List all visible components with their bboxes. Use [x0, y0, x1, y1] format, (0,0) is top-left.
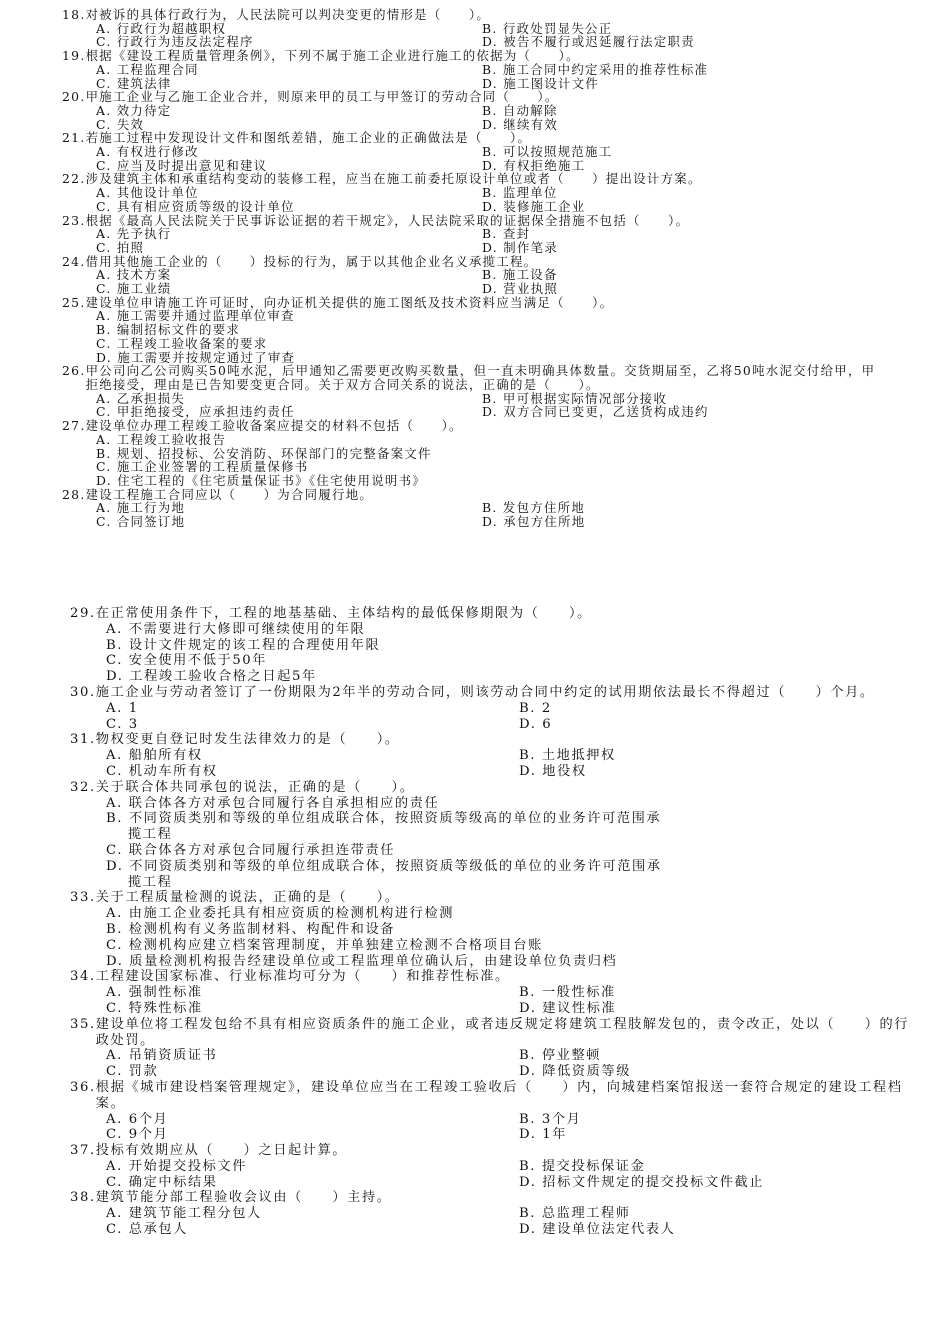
answer-option-continuation: 揽工程 — [128, 874, 173, 890]
answer-option: A. 吊销资质证书 — [106, 1048, 218, 1064]
answer-option — [62, 433, 882, 447]
answer-option: C. 失效 — [96, 117, 145, 132]
option-list — [70, 1048, 920, 1080]
question-stem — [70, 969, 920, 985]
question-text: 涉及建筑主体和承重结构变动的装修工程，应当在施工前委托原设计单位或者（ ）提出设计方案。 — [85, 171, 702, 187]
question-number: 29. — [70, 606, 96, 621]
question-stem — [70, 1143, 920, 1159]
option-list — [62, 227, 882, 254]
answer-option: B. 2 — [519, 700, 552, 716]
option-list — [62, 63, 882, 90]
question-stem — [62, 90, 882, 104]
option-list — [62, 268, 882, 295]
question-text: 关于联合体共同承包的说法，正确的是（ ）。 — [95, 779, 415, 795]
question-stem — [70, 685, 920, 701]
question-36 — [70, 1080, 920, 1143]
option-list — [62, 22, 882, 49]
answer-option: B. 总监理工程师 — [519, 1206, 631, 1222]
question-stem — [62, 364, 882, 391]
question-number: 25. — [62, 294, 86, 310]
question-stem — [70, 890, 920, 906]
question-text: 建设单位办理工程竣工验收备案应提交的材料不包括（ ）。 — [85, 418, 463, 434]
answer-option-text: C. 施工企业签署的工程质量保修书 — [96, 460, 309, 474]
answer-option-text: D. 住宅工程的《住宅质量保证书》《住宅使用说明书》 — [96, 473, 426, 488]
answer-option: B. 施工合同中约定采用的推荐性标准 — [482, 62, 709, 77]
answer-option-text: C. 安全使用不低于50年 — [106, 653, 268, 669]
answer-option-text: A. 施工需要并通过监理单位审查 — [96, 309, 295, 324]
option-list — [70, 701, 920, 733]
question-stem — [70, 732, 920, 748]
question-section-1 — [62, 8, 882, 529]
answer-option-text: B. 编制招标文件的要求 — [96, 323, 241, 337]
option-list — [62, 145, 882, 172]
answer-option: A. 建筑节能工程分包人 — [106, 1206, 262, 1222]
answer-option: A. 开始提交投标文件 — [106, 1158, 248, 1174]
question-33 — [70, 890, 920, 969]
answer-option: B. 查封 — [482, 227, 531, 241]
answer-option: B. 发包方住所地 — [482, 501, 586, 516]
answer-option: C. 特殊性标准 — [106, 1000, 203, 1016]
option-list — [70, 906, 920, 969]
question-number: 24. — [62, 253, 86, 269]
question-21 — [62, 131, 882, 172]
question-29 — [70, 606, 920, 685]
answer-option: C. 建筑法律 — [96, 76, 172, 91]
question-text: 在正常使用条件下，工程的地基基础、主体结构的最低保修期限为（ ）。 — [95, 606, 592, 621]
answer-option: C. 确定中标结果 — [106, 1174, 218, 1190]
answer-option-text: B. 规划、招投标、公安消防、环保部门的完整备案文件 — [96, 446, 432, 461]
question-stem — [62, 296, 882, 310]
answer-option — [62, 460, 882, 474]
option-list — [62, 186, 882, 213]
answer-option: D. 承包方住所地 — [482, 515, 586, 529]
question-stem — [70, 1017, 920, 1049]
option-list — [62, 309, 882, 364]
answer-option: B. 土地抵押权 — [519, 748, 616, 764]
answer-option: C. 合同签订地 — [96, 515, 186, 529]
question-24 — [62, 255, 882, 296]
answer-option: B. 一般性标准 — [519, 985, 616, 1001]
question-number: 32. — [70, 779, 96, 795]
question-text: 建设单位将工程发包给不具有相应资质条件的施工企业，或者违反规定将建筑工程肢解发包的，责令改正，处以（ ）的行政处罚。 — [95, 1016, 910, 1048]
answer-option: B. 施工设备 — [482, 268, 558, 283]
question-text: 对被诉的具体行政行为，人民法院可以判决变更的情形是（ ）。 — [85, 7, 491, 22]
question-number: 21. — [62, 130, 86, 146]
answer-option: A. 有权进行修改 — [96, 145, 199, 159]
answer-option: A. 乙承担损失 — [96, 391, 186, 406]
answer-option: A. 先予执行 — [96, 227, 172, 241]
question-text: 物权变更自登记时发生法律效力的是（ ）。 — [95, 732, 400, 748]
option-list — [70, 985, 920, 1017]
question-number: 34. — [70, 969, 96, 985]
question-text: 若施工过程中发现设计文件和图纸差错，施工企业的正确做法是（ ）。 — [85, 130, 532, 146]
question-number: 27. — [62, 418, 86, 434]
question-34 — [70, 969, 920, 1016]
answer-option: C. 罚款 — [106, 1064, 159, 1080]
question-20 — [62, 90, 882, 131]
answer-option: C. 甲拒绝接受，应承担违约责任 — [96, 405, 295, 420]
answer-option-text: A. 由施工企业委托具有相应资质的检测机构进行检测 — [106, 906, 455, 922]
question-37 — [70, 1143, 920, 1190]
answer-option — [70, 622, 920, 638]
question-19 — [62, 49, 882, 90]
answer-option: D. 装修施工企业 — [482, 199, 586, 214]
question-number: 36. — [70, 1079, 96, 1095]
question-stem — [62, 255, 882, 269]
answer-option-text: C. 联合体各方对承包合同履行承担连带责任 — [106, 842, 395, 858]
answer-option: A. 船舶所有权 — [106, 748, 203, 764]
question-38 — [70, 1190, 920, 1237]
question-number: 20. — [62, 89, 86, 105]
option-list — [70, 748, 920, 780]
question-23 — [62, 214, 882, 255]
option-list — [62, 433, 882, 488]
answer-option — [62, 337, 882, 351]
answer-option-text: B. 检测机构有义务监制材料、构配件和设备 — [106, 921, 396, 937]
question-number: 31. — [70, 732, 96, 748]
answer-option: B. 3个月 — [519, 1111, 582, 1127]
option-list — [62, 501, 882, 528]
answer-option-text: A. 不需要进行大修即可继续使用的年限 — [106, 621, 366, 637]
answer-option: A. 强制性标准 — [106, 985, 203, 1001]
answer-option: B. 自动解除 — [482, 103, 558, 118]
question-text: 工程建设国家标准、行业标准均可分为（ ）和推荐性标准。 — [95, 969, 510, 985]
answer-option: D. 营业执照 — [482, 282, 559, 296]
option-list — [70, 1206, 920, 1238]
answer-option-text: C. 工程竣工验收备案的要求 — [96, 336, 268, 351]
question-text: 根据《建设工程质量管理条例》，下列不属于施工企业进行施工的依据为（ ）。 — [85, 48, 580, 64]
answer-option — [62, 309, 882, 323]
question-stem — [70, 606, 920, 622]
answer-option-text: D. 质量检测机构报告经建设单位或工程监理单位确认后，由建设单位负责归档 — [106, 953, 618, 969]
question-35 — [70, 1017, 920, 1080]
answer-option: A. 效力待定 — [96, 103, 172, 118]
question-26 — [62, 364, 882, 419]
answer-option — [70, 653, 920, 669]
question-text: 建设工程施工合同应以（ ）为合同履行地。 — [85, 486, 374, 502]
option-list — [70, 1112, 920, 1144]
answer-option-text: D. 工程竣工验收合格之日起5年 — [106, 669, 317, 685]
answer-option: D. 继续有效 — [482, 117, 559, 132]
question-number: 18. — [62, 7, 86, 22]
answer-option: A. 行政行为超越职权 — [96, 21, 227, 36]
question-18 — [62, 8, 882, 49]
option-list — [62, 392, 882, 419]
question-stem — [62, 214, 882, 228]
answer-option — [70, 638, 920, 654]
answer-option: D. 建议性标准 — [519, 1000, 617, 1016]
answer-option-text: D. 不同资质类别和等级的单位组成联合体，按照资质等级低的单位的业务许可范围承 — [106, 858, 662, 874]
answer-option — [70, 811, 920, 843]
question-number: 35. — [70, 1016, 96, 1032]
answer-option — [70, 843, 920, 859]
answer-option: D. 降低资质等级 — [519, 1064, 632, 1080]
question-text: 建筑节能分部工程验收会议由（ ）主持。 — [95, 1190, 392, 1206]
answer-option: B. 监理单位 — [482, 186, 558, 200]
question-number: 26. — [62, 363, 86, 379]
question-section-2 — [70, 606, 920, 1238]
question-number: 33. — [70, 890, 96, 906]
question-25 — [62, 296, 882, 365]
question-text: 施工企业与劳动者签订了一份期限为2年半的劳动合同，则该劳动合同中约定的试用期依法最长不得超过（ ）个月。 — [95, 684, 875, 700]
answer-option-continuation: 揽工程 — [128, 827, 173, 843]
question-text: 关于工程质量检测的说法，正确的是（ ）。 — [95, 890, 400, 906]
answer-option — [70, 906, 920, 922]
question-text: 甲施工企业与乙施工企业合并，则原来甲的员工与甲签订的劳动合同（ ）。 — [85, 89, 559, 105]
question-27 — [62, 419, 882, 488]
answer-option: D. 被告不履行或迟延履行法定职责 — [482, 35, 695, 50]
answer-option: B. 可以按照规范施工 — [482, 145, 613, 159]
answer-option-text: A. 工程竣工验收报告 — [96, 432, 227, 447]
answer-option: C. 机动车所有权 — [106, 763, 218, 779]
question-number: 30. — [70, 684, 96, 700]
question-number: 37. — [70, 1143, 96, 1159]
answer-option: C. 拍照 — [96, 240, 145, 255]
answer-option: D. 招标文件规定的提交投标文件截止 — [519, 1174, 765, 1190]
answer-option: C. 行政行为违反法定程序 — [96, 35, 254, 50]
question-stem — [70, 1080, 920, 1112]
answer-option: C. 具有相应资质等级的设计单位 — [96, 199, 295, 214]
answer-option: B. 行政处罚显失公正 — [482, 21, 613, 36]
answer-option — [62, 447, 882, 461]
answer-option: D. 建设单位法定代表人 — [519, 1222, 676, 1238]
question-32 — [70, 780, 920, 891]
answer-option — [70, 669, 920, 685]
question-text: 根据《最高人民法院关于民事诉讼证据的若干规定》，人民法院采取的证据保全措施不包括（ ）。 — [85, 212, 690, 228]
answer-option: C. 施工业绩 — [96, 282, 172, 296]
question-stem — [62, 49, 882, 63]
option-list — [70, 1159, 920, 1191]
answer-option: A. 1 — [106, 700, 139, 716]
answer-option: A. 技术方案 — [96, 268, 172, 283]
answer-option: D. 6 — [519, 716, 553, 732]
question-stem — [62, 8, 882, 22]
answer-option — [70, 796, 920, 812]
answer-option: C. 总承包人 — [106, 1222, 188, 1238]
answer-option: D. 1年 — [519, 1127, 568, 1143]
answer-option: D. 施工图设计文件 — [482, 76, 600, 91]
question-text: 投标有效期应从（ ）之日起计算。 — [95, 1143, 348, 1159]
question-stem — [62, 131, 882, 145]
answer-option-text: D. 施工需要并按规定通过了审查 — [96, 350, 296, 365]
option-list — [62, 104, 882, 131]
answer-option: A. 施工行为地 — [96, 501, 186, 516]
answer-option: C. 3 — [106, 716, 139, 732]
answer-option — [70, 859, 920, 891]
question-number: 38. — [70, 1190, 96, 1206]
question-number: 23. — [62, 212, 86, 228]
answer-option-text: B. 不同资质类别和等级的单位组成联合体，按照资质等级高的单位的业务许可范围承 — [106, 811, 662, 827]
answer-option — [62, 351, 882, 365]
answer-option-text: C. 检测机构应建立档案管理制度，并单独建立检测不合格项目台账 — [106, 937, 543, 953]
answer-option — [70, 954, 920, 970]
question-28 — [62, 488, 882, 529]
question-stem — [62, 172, 882, 186]
question-number: 22. — [62, 171, 86, 187]
answer-option: D. 地役权 — [519, 763, 587, 779]
answer-option: D. 有权拒绝施工 — [482, 158, 586, 173]
answer-option: A. 6个月 — [106, 1111, 169, 1127]
answer-option — [62, 474, 882, 488]
question-stem — [70, 780, 920, 796]
option-list — [70, 796, 920, 891]
answer-option: B. 停业整顿 — [519, 1048, 602, 1064]
question-stem — [70, 1190, 920, 1206]
answer-option — [70, 938, 920, 954]
question-text: 建设单位申请施工许可证时，向办证机关提供的施工图纸及技术资料应当满足（ ）。 — [85, 294, 614, 310]
question-text: 根据《城市建设档案管理规定》，建设单位应当在工程竣工验收后（ ）内，向城建档案馆报送一套符合规定的建设工程档案。 — [95, 1079, 903, 1111]
question-text: 甲公司向乙公司购买50吨水泥，后甲通知乙需要更改购买数量，但一直未明确具体数量。交货期届至，乙将50吨水泥交付给甲，甲拒绝接受，理由是已告知要变更合同。关于双方合同关系的说法，正确的是（ ）。 — [85, 363, 876, 392]
question-30 — [70, 685, 920, 732]
question-number: 28. — [62, 486, 86, 502]
question-number: 19. — [62, 48, 86, 64]
question-stem — [62, 488, 882, 502]
answer-option-text: A. 联合体各方对承包合同履行各自承担相应的责任 — [106, 795, 440, 811]
question-22 — [62, 172, 882, 213]
answer-option — [70, 922, 920, 938]
answer-option: C. 9个月 — [106, 1127, 169, 1143]
answer-option: B. 甲可根据实际情况部分接收 — [482, 391, 668, 406]
answer-option: B. 提交投标保证金 — [519, 1158, 646, 1174]
answer-option: C. 应当及时提出意见和建议 — [96, 158, 268, 173]
question-text: 借用其他施工企业的（ ）投标的行为，属于以其他企业名义承揽工程。 — [85, 253, 538, 269]
answer-option-text: B. 设计文件规定的该工程的合理使用年限 — [106, 637, 381, 653]
answer-option: A. 工程监理合同 — [96, 62, 199, 77]
answer-option — [62, 323, 882, 337]
option-list — [70, 622, 920, 685]
answer-option: A. 其他设计单位 — [96, 186, 199, 200]
answer-option: D. 双方合同已变更，乙送货构成违约 — [482, 405, 709, 420]
question-stem — [62, 419, 882, 433]
question-31 — [70, 732, 920, 779]
answer-option: D. 制作笔录 — [482, 240, 559, 255]
